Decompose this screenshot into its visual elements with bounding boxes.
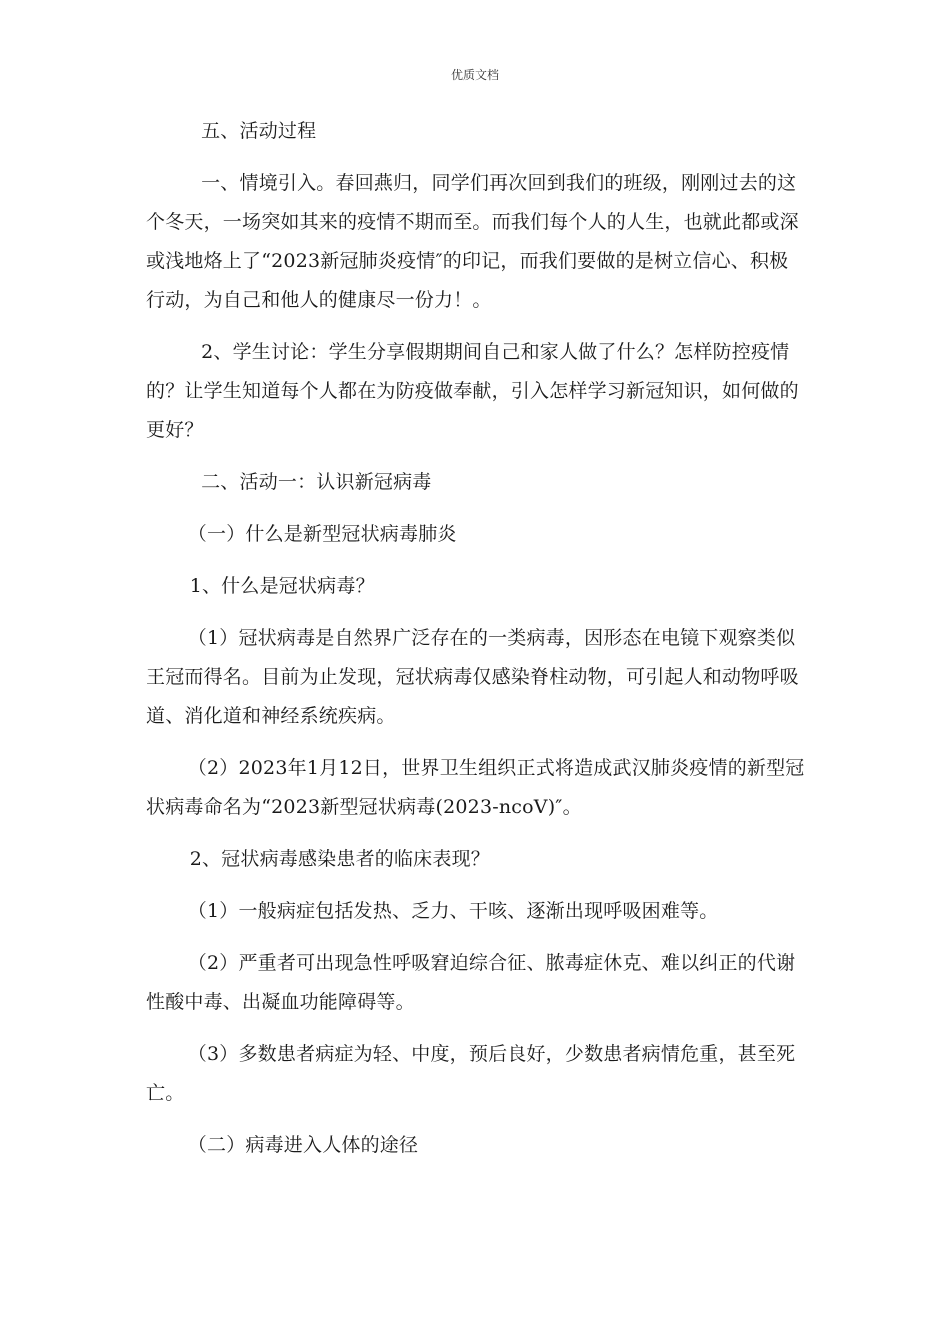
subheading-what-is-pneumonia: （一）什么是新型冠状病毒肺炎 bbox=[187, 523, 457, 545]
paragraph-situation-intro: 一、情境引入。春回燕归，同学们再次回到我们的班级，刚刚过去的这个冬天，一场突如其来的疫情不期而至。而我们每个人的人生，也就此都或深或浅地烙上了“2023新冠肺炎疫情″的印记，而我们要做的是树立信心、积极行动，为自己和他人的健康尽一份力！。 bbox=[146, 172, 799, 311]
subheading-transmission-routes: （二）病毒进入人体的途径 bbox=[187, 1134, 419, 1156]
paragraph-general-symptoms: （1）一般病症包括发热、乏力、干咳、逐渐出现呼吸困难等。 bbox=[187, 900, 719, 922]
paragraph-who-naming: （2）2023年1月12日，世界卫生组织正式将造成武汉肺炎疫情的新型冠状病毒命名为“2023新型冠状病毒(2023-ncoV)″。 bbox=[146, 757, 805, 818]
section-heading-activity-one: 二、活动一：认识新冠病毒 bbox=[201, 471, 432, 493]
paragraph-coronavirus-definition: （1）冠状病毒是自然界广泛存在的一类病毒，因形态在电镜下观察类似王冠而得名。目前为止发现，冠状病毒仅感染脊柱动物，可引起人和动物呼吸道、消化道和神经系统疾病。 bbox=[146, 627, 799, 727]
paragraph-prognosis: （3）多数患者病症为轻、中度，预后良好，少数患者病情危重，甚至死亡。 bbox=[146, 1043, 796, 1104]
section-heading-activity-process: 五、活动过程 bbox=[201, 120, 317, 142]
question-what-is-coronavirus: 1、什么是冠状病毒？ bbox=[189, 575, 375, 597]
document-body bbox=[146, 112, 806, 1178]
page-header: 优质文档 bbox=[450, 68, 499, 82]
question-clinical-symptoms: 2、冠状病毒感染患者的临床表现？ bbox=[189, 848, 490, 870]
paragraph-student-discussion: 2、学生讨论：学生分享假期期间自己和家人做了什么？怎样防控疫情的？让学生知道每个人都在为防疫做奉献，引入怎样学习新冠知识，如何做的更好？ bbox=[146, 341, 799, 441]
paragraph-severe-symptoms: （2）严重者可出现急性呼吸窘迫综合征、脓毒症休克、难以纠正的代谢性酸中毒、出凝血功能障碍等。 bbox=[146, 952, 796, 1013]
